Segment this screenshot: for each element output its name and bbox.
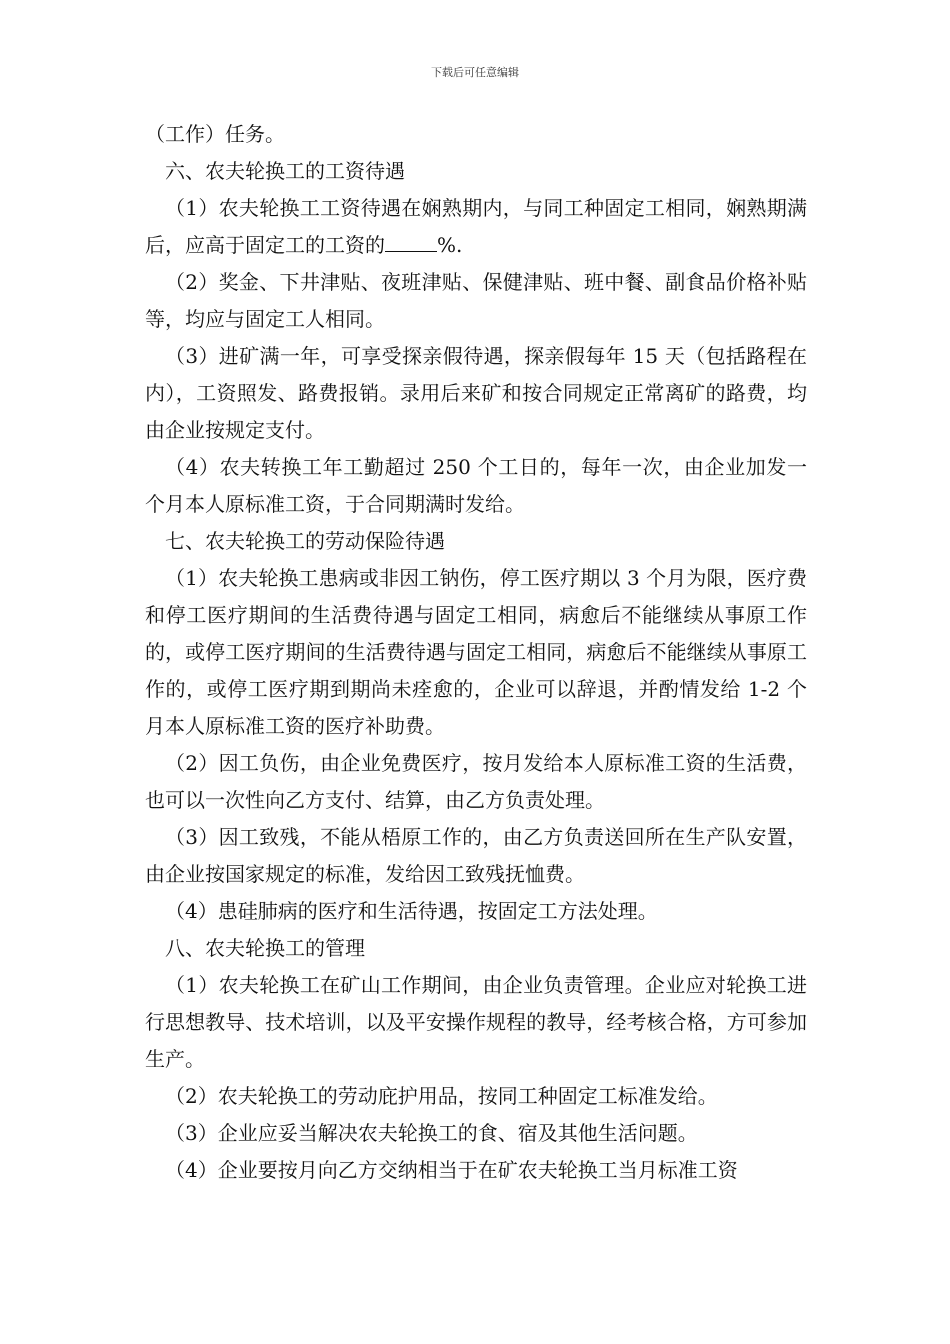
paragraph: （4）农夫转换工年工勤超过 250 个工日的，每年一次，由企业加发一个月本人原标准工资，于合同期满时发给。 (145, 455, 807, 516)
paragraph: （1）农夫轮换工患病或非因工钠伤，停工医疗期以 3 个月为限，医疗费和停工医疗期间的生活费待遇与固定工相同，病愈后不能继续从事原工作的，或停工医疗期间的生活费待遇与固定工相同，病愈后不能继续从事原工作的，或停工医疗期到期尚未痊愈的，企业可以辞退，并酌情发给 1-2 个月本人原标准工资的医疗补助费。 (145, 566, 807, 738)
paragraph: （1）农夫轮换工在矿山工作期间，由企业负责管理。企业应对轮换工进行思想教导、技术培训，以及平安操作规程的教导，经考核合格，方可参加生产。 (145, 973, 807, 1071)
paragraph: （3）因工致残，不能从梧原工作的，由乙方负责送回所在生产队安置，由企业按国家规定的标准，发给因工致残抚恤费。 (145, 825, 807, 886)
paragraph: （工作）任务。 (145, 122, 285, 146)
paragraph: （2）奖金、下井津贴、夜班津贴、保健津贴、班中餐、副食品价格补贴等，均应与固定工人相同。 (145, 270, 807, 331)
paragraph: （2）因工负伤，由企业免费医疗，按月发给本人原标准工资的生活费，也可以一次性向乙方支付、结算，由乙方负责处理。 (145, 751, 807, 812)
paragraph: （4）企业要按月向乙方交纳相当于在矿农夫轮换工当月标准工资 (165, 1158, 738, 1182)
section-heading: 七、农夫轮换工的劳动保险待遇 (165, 529, 445, 553)
paragraph: （4）患硅肺病的医疗和生活待遇，按固定工方法处理。 (165, 899, 658, 923)
paragraph-text: （1）农夫轮换工工资待遇在娴熟期内，与同工种固定工相同，娴熟期满后，应高于固定工的工资的 (145, 196, 807, 257)
paragraph: （3）企业应妥当解决农夫轮换工的食、宿及其他生活问题。 (165, 1121, 698, 1145)
paragraph (145, 190, 807, 264)
section-heading: 八、农夫轮换工的管理 (165, 936, 365, 960)
document-body (145, 116, 807, 1189)
paragraph: （2）农夫轮换工的劳动庇护用品，按同工种固定工标准发给。 (165, 1084, 718, 1108)
paragraph-text: %. (437, 233, 463, 257)
page-header: 下载后可任意编辑 (431, 66, 519, 79)
fill-in-blank (385, 233, 437, 252)
paragraph: （3）进矿满一年，可享受探亲假待遇，探亲假每年 15 天（包括路程在内），工资照发、路费报销。录用后来矿和按合同规定正常离矿的路费，均由企业按规定支付。 (145, 344, 807, 442)
section-heading: 六、农夫轮换工的工资待遇 (165, 159, 405, 183)
